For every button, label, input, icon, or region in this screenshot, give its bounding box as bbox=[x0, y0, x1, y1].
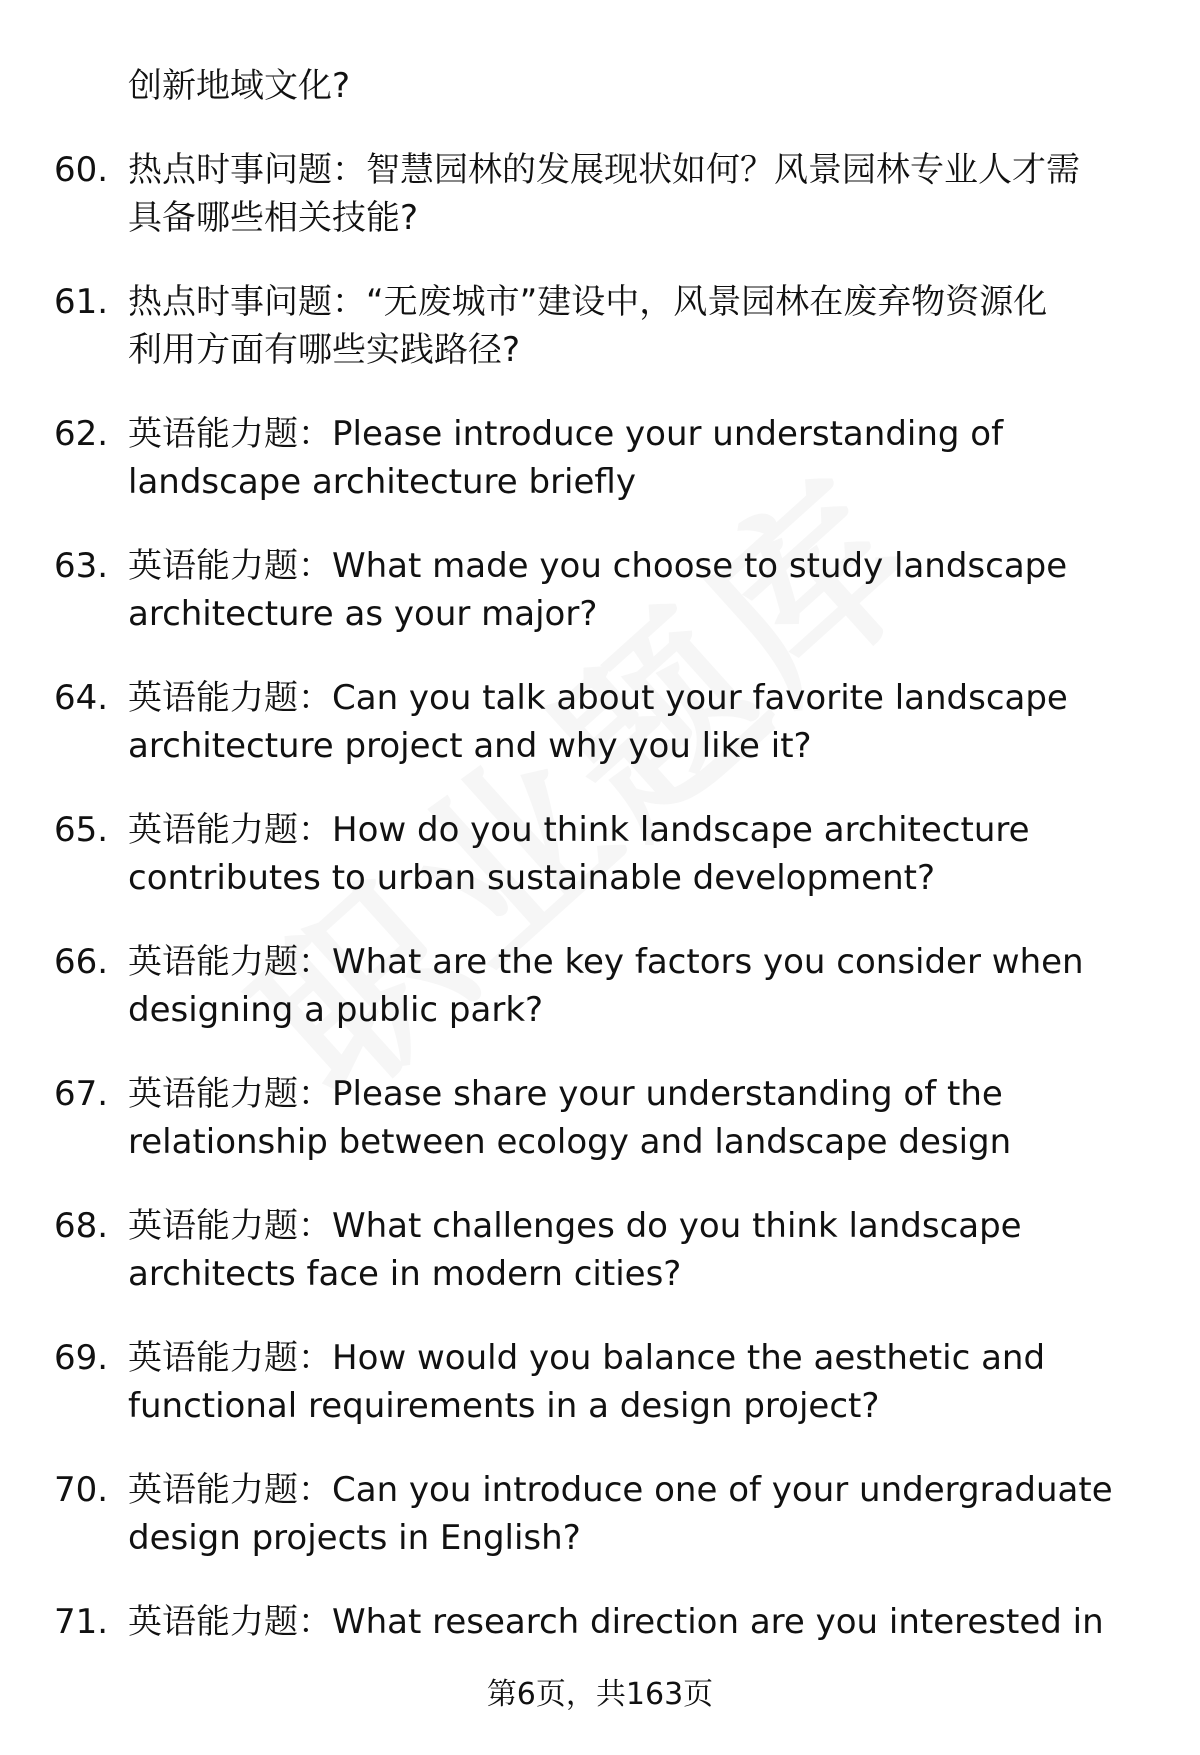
question-text: 英语能力题：Please share your understanding of the relationship between ecology and landscape design bbox=[128, 1074, 1012, 1162]
question-number: 66. bbox=[54, 942, 109, 982]
question-text: 英语能力题：Can you talk about your favorite landscape architecture project and why you like it? bbox=[128, 678, 1068, 766]
question-number: 63. bbox=[54, 546, 109, 586]
question-number: 69. bbox=[54, 1338, 109, 1378]
question-item bbox=[0, 146, 1200, 278]
question-number: 71. bbox=[54, 1602, 109, 1642]
question-text: 英语能力题：What made you choose to study landscape architecture as your major? bbox=[128, 546, 1068, 634]
continued-question-text: 创新地域文化? bbox=[128, 66, 351, 106]
question-text: 英语能力题：How do you think landscape architecture contributes to urban sustainable development? bbox=[128, 810, 1030, 898]
page-footer: 第6页，共163页 bbox=[486, 1677, 714, 1712]
question-text: 英语能力题：How would you balance the aesthetic and functional requirements in a design project? bbox=[128, 1338, 1046, 1426]
question-number: 64. bbox=[54, 678, 109, 718]
question-text: 英语能力题：What are the key factors you consider when designing a public park? bbox=[128, 942, 1084, 1030]
question-number: 65. bbox=[54, 810, 109, 850]
question-text: 热点时事问题：智慧园林的发展现状如何？风景园林专业人才需 具备哪些相关技能? bbox=[128, 150, 1080, 238]
question-item bbox=[0, 1202, 1200, 1334]
question-text: 英语能力题：What research direction are you interested in bbox=[128, 1602, 1104, 1642]
question-number: 61. bbox=[54, 282, 109, 322]
question-item bbox=[0, 1070, 1200, 1202]
question-item bbox=[0, 278, 1200, 410]
question-number: 70. bbox=[54, 1470, 109, 1510]
question-text: 热点时事问题：“无废城市”建设中，风景园林在废弃物资源化 利用方面有哪些实践路径? bbox=[128, 282, 1048, 370]
question-list bbox=[0, 146, 1200, 1730]
question-item bbox=[0, 806, 1200, 938]
question-number: 68. bbox=[54, 1206, 109, 1246]
question-text: 英语能力题：Can you introduce one of your undergraduate design projects in English? bbox=[128, 1470, 1113, 1558]
question-number: 67. bbox=[54, 1074, 109, 1114]
question-text: 英语能力题：Please introduce your understanding of landscape architecture briefly bbox=[128, 414, 1004, 502]
question-item bbox=[0, 674, 1200, 806]
question-item bbox=[0, 410, 1200, 542]
question-item bbox=[0, 1334, 1200, 1466]
question-item bbox=[0, 542, 1200, 674]
question-number: 60. bbox=[54, 150, 109, 190]
question-item bbox=[0, 1466, 1200, 1598]
question-text: 英语能力题：What challenges do you think landscape architects face in modern cities? bbox=[128, 1206, 1022, 1294]
question-item bbox=[0, 938, 1200, 1070]
question-number: 62. bbox=[54, 414, 109, 454]
